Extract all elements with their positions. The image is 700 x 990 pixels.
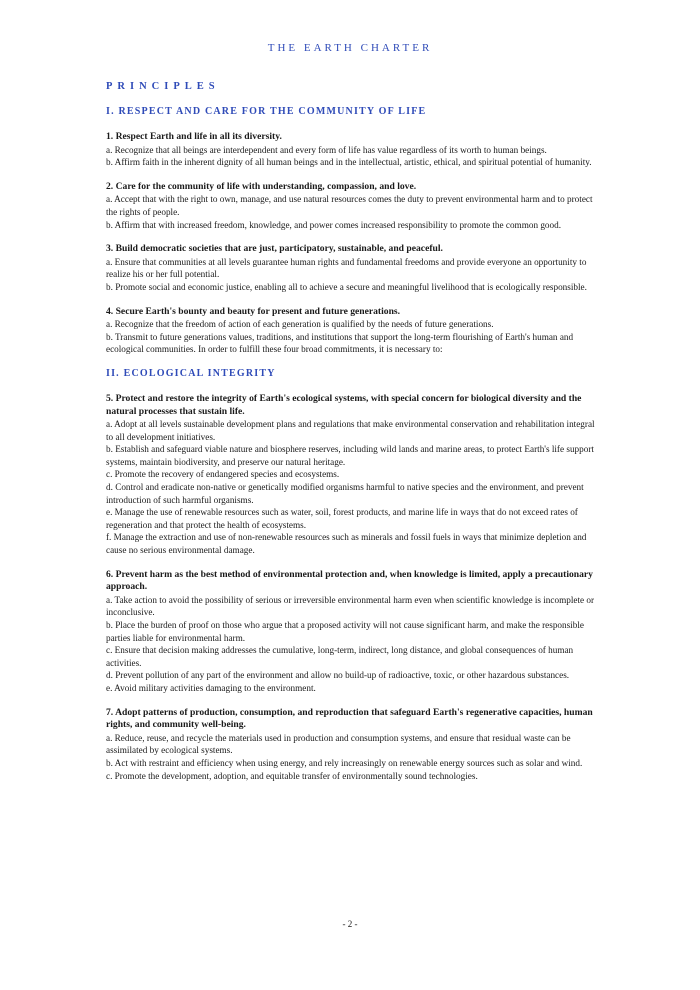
principle-item: c. Ensure that decision making addresses the cumulative, long-term, indirect, long distance, and global consequences of human activities. — [106, 645, 574, 668]
principle-1 — [106, 131, 595, 169]
principle-item: a. Recognize that all beings are interdependent and every form of life has value regardless of its worth to human beings. — [106, 144, 547, 155]
principle-heading: 1. Respect Earth and life in all its diversity. — [106, 131, 282, 142]
principle-item: e. Avoid military activities damaging to the environment. — [106, 682, 316, 693]
principle-heading: 5. Protect and restore the integrity of Earth's ecological systems, with special concern for biological diversity and the natural processes that sustain life. — [106, 392, 582, 417]
part-title: II. ECOLOGICAL INTEGRITY — [106, 367, 276, 379]
principle-item: a. Ensure that communities at all levels guarantee human rights and fundamental freedoms and provide everyone an opportunity to realize his or her full potential. — [106, 256, 587, 280]
principle-item: b. Transmit to future generations values, traditions, and institutions that support the long-term flourishing of Earth's human and ecological communities. In order to fulfill these four broad commitments, it is necessary to: — [106, 331, 574, 355]
principle-item: c. Promote the recovery of endangered species and ecosystems. — [106, 469, 340, 480]
principle-heading: 4. Secure Earth's bounty and beauty for present and future generations. — [106, 305, 401, 317]
principle-4 — [106, 306, 595, 356]
principle-item: b. Affirm that with increased freedom, knowledge, and power comes increased responsibility to promote the common good. — [106, 219, 562, 230]
principle-heading: 6. Prevent harm as the best method of environmental protection and, when knowledge is limited, apply a precautionary approach. — [106, 568, 593, 593]
principle-item: b. Act with restraint and efficiency when using energy, and rely increasingly on renewable energy sources such as solar and wind. — [106, 757, 583, 768]
principle-item: a. Adopt at all levels sustainable development plans and regulations that make environmental conservation and rehabilitation integral to all development initiatives. — [106, 419, 595, 442]
principle-item: a. Take action to avoid the possibility of serious or irreversible environmental harm even when scientific knowledge is incomplete or inconclusive. — [106, 594, 595, 618]
part-ecological-integrity — [106, 368, 595, 782]
principle-item: b. Affirm faith in the inherent dignity of all human beings and in the intellectual, artistic, ethical, and spiritual potential of humanity. — [106, 157, 592, 168]
principle-5 — [106, 393, 595, 557]
principle-item: d. Control and eradicate non-native or genetically modified organisms harmful to native species and the environment, and prevent introduction of such harmful organisms. — [106, 482, 584, 505]
principle-item: a. Reduce, reuse, and recycle the materials used in production and consumption systems, and ensure that residual waste can be assimilated by ecological systems. — [106, 732, 571, 756]
principle-heading: 7. Adopt patterns of production, consumption, and reproduction that safeguard Earth's regenerative capacities, human rights, and community well-being. — [106, 706, 593, 731]
part-respect-and-care — [106, 106, 595, 356]
section-title: PRINCIPLES — [106, 81, 220, 92]
principle-item: a. Accept that with the right to own, manage, and use natural resources comes the duty to prevent environmental harm and to protect the rights of people. — [106, 194, 593, 217]
principle-7 — [106, 707, 595, 783]
principle-item: b. Place the burden of proof on those who argue that a proposed activity will not cause significant harm, and make the responsible parties liable for environmental harm. — [106, 620, 584, 643]
principle-heading: 2. Care for the community of life with understanding, compassion, and love. — [106, 180, 417, 192]
principle-3 — [106, 243, 595, 293]
running-head: THE EARTH CHARTER — [267, 42, 433, 54]
principle-item: b. Establish and safeguard viable nature and biosphere reserves, including wild lands and marine areas, to protect Earth's life support systems, maintain biodiversity, and preserve our natural heritage. — [106, 444, 594, 467]
principle-2 — [106, 181, 595, 231]
principle-item: f. Manage the extraction and use of non-renewable resources such as minerals and fossil fuels in ways that minimize depletion and cause no serious environmental damage. — [106, 532, 587, 556]
document-body — [106, 81, 595, 794]
part-title: I. RESPECT AND CARE FOR THE COMMUNITY OF LIFE — [106, 106, 427, 117]
principle-item: c. Promote the development, adoption, and equitable transfer of environmentally sound technologies. — [106, 770, 478, 781]
page-number: - 2 - — [342, 919, 358, 929]
principle-item: a. Recognize that the freedom of action of each generation is qualified by the needs of future generations. — [106, 319, 494, 330]
principle-item: e. Manage the use of renewable resources such as water, soil, forest products, and marine life in ways that do not exceed rates of regeneration and that protect the health of ecosystems. — [106, 507, 578, 530]
principle-item: b. Promote social and economic justice, enabling all to achieve a secure and meaningful livelihood that is ecologically responsible. — [106, 281, 587, 292]
principle-item: d. Prevent pollution of any part of the environment and allow no build-up of radioactive, toxic, or other hazardous substances. — [106, 670, 570, 681]
principle-heading: 3. Build democratic societies that are just, participatory, sustainable, and peaceful. — [106, 243, 443, 255]
principle-6 — [106, 569, 595, 695]
